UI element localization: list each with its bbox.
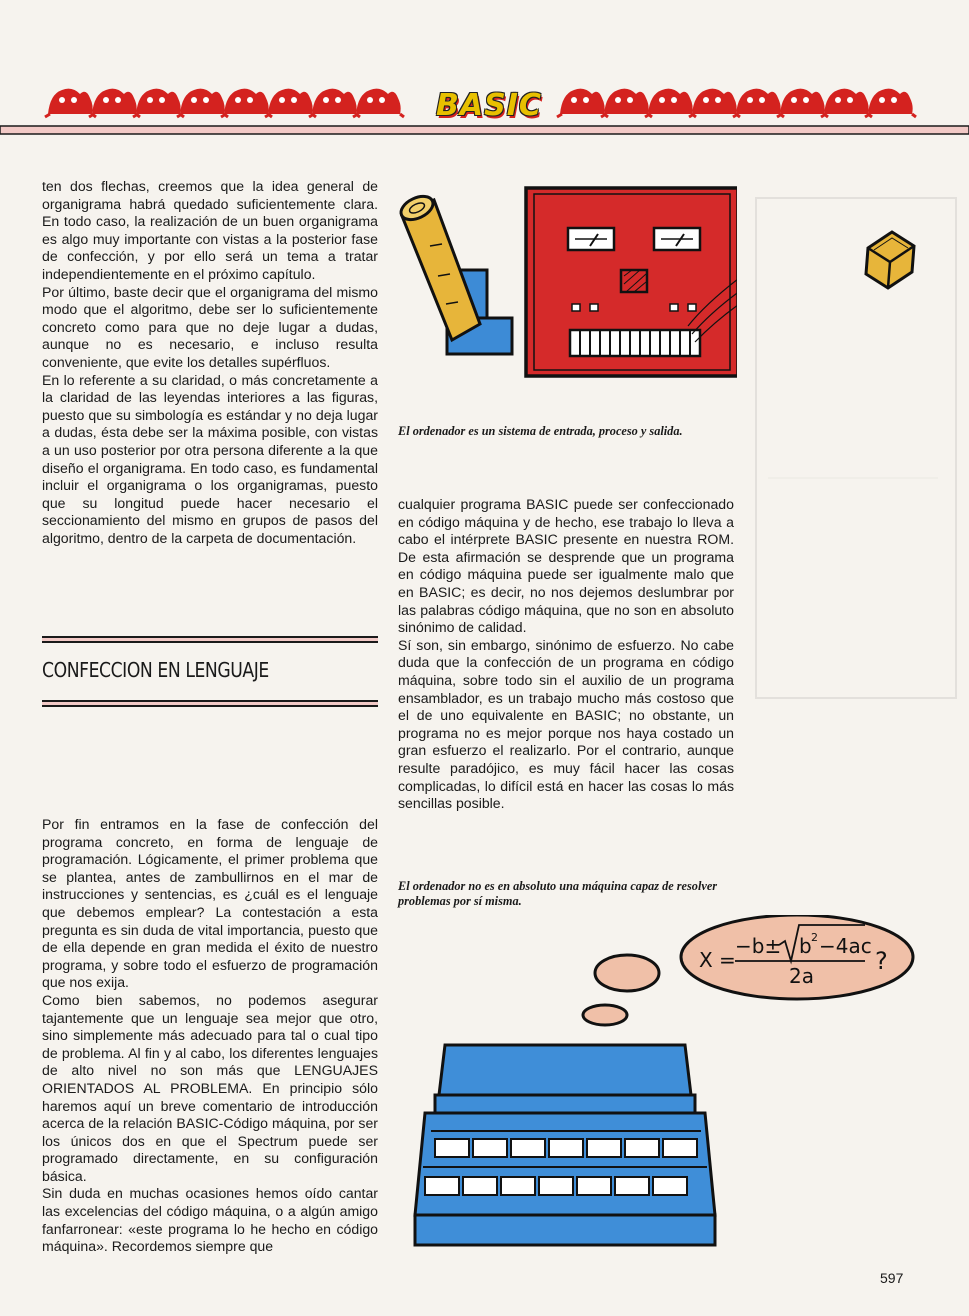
paragraph: Sí son, sin embargo, sinónimo de esfuerzo. No cabe duda que la confección de un programa en código máquina, sobre todo sin el auxilio de un programa ensamblador, es un trabajo mucho más costoso que el de uno equivalente en BASIC; no obstante, un programa no es mejor porque nos haya costado un gran esfuerzo el realizarlo. Por el contrario, aunque resulte paradójico, es muy fácil hacer las cosas complicadas, lo difícil está en hacer las cosas lo más sencillas posible. <box>398 636 734 812</box>
output-wood-block-icon <box>862 228 918 294</box>
formula-radicand-rest: −4ac <box>819 934 872 958</box>
formula-numerator-left: −b± <box>735 934 782 958</box>
thought-bubble-medium <box>595 955 659 991</box>
log-input-icon <box>397 192 480 340</box>
paragraph: En lo referente a su claridad, o más concretamente a la claridad de las leyendas interiores a las figuras, puesto que su simbología es estándar y no deja lugar a dudas, ésta debe ser la máxima posible, con vistas a un uso posterior por otra persona diferente a la que diseño el organigrama. En todo caso, es fundamental incluir el organigrama o los organigramas, puesto que su longitud puede hacer necesario el seccionamiento del mismo en grupos de pasos del algoritmo, dentro de la carpeta de documentación. <box>42 371 378 546</box>
formula-exponent: 2 <box>811 931 818 944</box>
computer-illustration <box>395 915 915 1255</box>
mascot-row-right <box>557 89 916 117</box>
robot-illustration <box>392 186 737 411</box>
paragraph: Por fin entramos en la fase de confección del programa concreto, en forma de lenguaje de programación. Lógicamente, el primer problema que se plantea, antes de zambullirnos en el mar de instrucciones y sentencias, es ¿cuál es el lenguaje que debemos emplear? La contestación a esta pregunta es sin duda de vital importancia, puesto que de ella depende en gran medida el éxito de nuestro programa, y sobre todo el esfuerzo de programación que nos exija. <box>42 816 378 991</box>
thought-bubble-small <box>583 1005 627 1025</box>
page-header <box>0 80 969 140</box>
paragraph: ten dos flechas, creemos que la idea general de organigrama habrá quedado suficientemente clara. En todo caso, la realización de un buen organigrama es algo muy importante con vistas a la posterior fase de confección, y por ello será un tema a tratar independientemente en el próximo capítulo. <box>42 178 378 282</box>
basic-logo: BASIC <box>436 88 542 123</box>
formula-lhs: X = <box>699 948 736 972</box>
paragraph: Por último, baste decir que el organigrama del mismo modo que el algoritmo, debe ser lo suficientemente concreto como para que no deje lugar a dudas, aunque no es necesario, e incluso resulta conveniente, que evite los detalles supérfluos. <box>42 283 378 370</box>
bleed-through-panel <box>748 188 969 708</box>
left-column-top <box>42 178 378 547</box>
formula-question: ? <box>875 947 888 975</box>
computer-caption: El ordenador no es en absoluto una máquina capaz de resolver problemas por sí misma. <box>398 879 718 908</box>
keyboard-row-bottom <box>425 1177 687 1195</box>
page-number: 597 <box>880 1270 904 1286</box>
left-column-bottom <box>42 816 378 1256</box>
paragraph: Como bien sabemos, no podemos asegurar tajantemente que un lenguaje sea mejor que otro, sino simplemente más adecuado para tal o cual tipo de problema. Al fin y al cabo, los diferentes lenguajes de alto nivel no son más que LENGUAJES ORIENTADOS AL PROBLEMA. En principio sólo haremos aquí un breve comentario de introducción acerca de la relación BASIC-Código máquina, por ser los únicos dos en que el Spectrum puede ser programado directamente, en su configuración básica. <box>42 991 378 1184</box>
section-rule-top <box>42 636 378 643</box>
mascot-row-left <box>45 89 404 117</box>
paragraph: Sin duda en muchas ocasiones hemos oído cantar las excelencias del código máquina, o a algún amigo fanfarronear: «este programa lo he hecho en código máquina». Recordemos siempre que <box>42 1185 378 1255</box>
paragraph: cualquier programa BASIC puede ser confeccionado en código máquina y de hecho, ese trabajo lo lleva a cabo el intérprete BASIC presente en nuestra ROM. De esta afirmación se desprende que un programa en código máquina puede ser igualmente malo que en BASIC; es decir, no nos dejemos deslumbrar por las palabras código máquina, que no son en absoluto sinónimo de calidad. <box>398 496 734 636</box>
robot-caption: El ordenador es un sistema de entrada, proceso y salida. <box>398 424 683 438</box>
right-column <box>398 496 734 813</box>
section-rule-bottom <box>42 700 378 707</box>
keyboard-row-top <box>435 1139 697 1157</box>
section-title: CONFECCION EN LENGUAJE <box>42 658 269 682</box>
formula-radicand: b <box>799 934 812 958</box>
formula-denominator: 2a <box>789 964 814 988</box>
